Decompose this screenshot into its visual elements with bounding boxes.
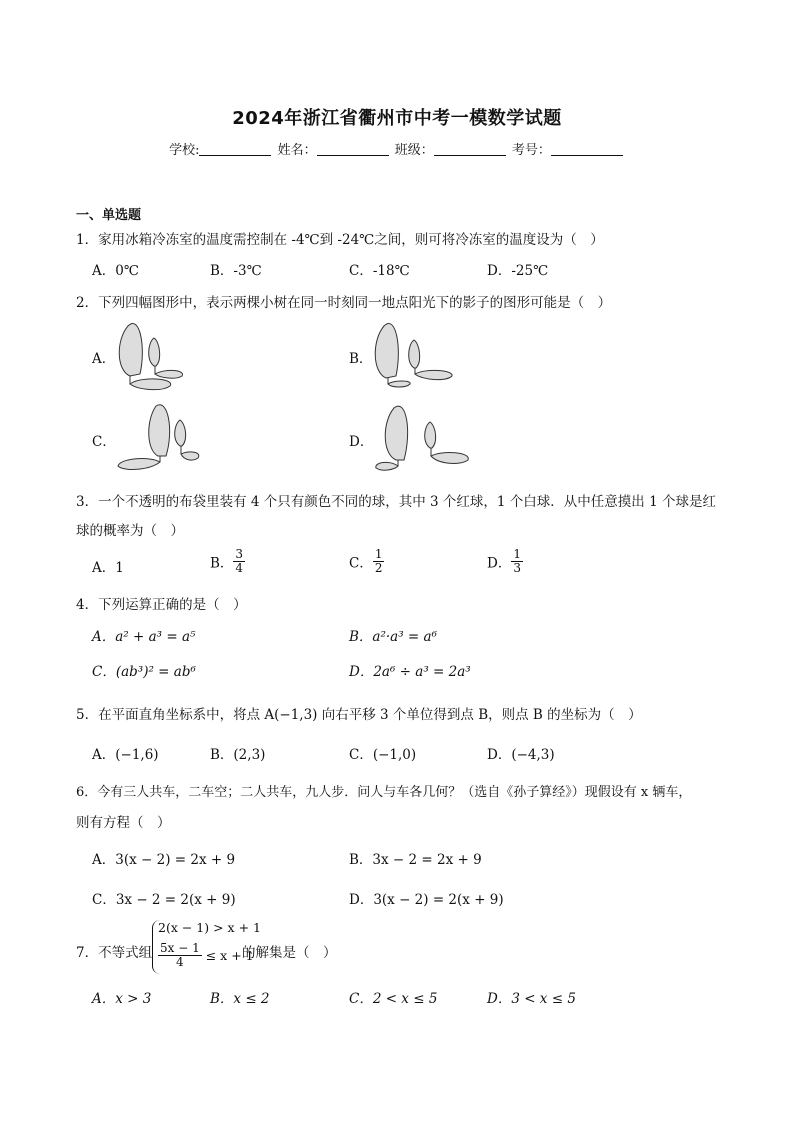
question-5-stem: 5．在平面直角坐标系中，将点 A(−1,3) 向右平移 3 个单位得到点 B，则点 B 的坐标为（ ） — [76, 707, 642, 723]
inequality-line-1: 2(x − 1) > x + 1 — [158, 920, 261, 935]
q3-option-c-fraction — [373, 548, 385, 575]
q3-option-c-label: C． — [349, 555, 373, 572]
q3-option-b[interactable] — [210, 548, 245, 575]
school-blank[interactable] — [199, 143, 271, 156]
question-6-stem-line2: 则有方程（ ） — [76, 815, 171, 831]
q4-option-a[interactable]: A．a² + a³ = a⁵ — [92, 629, 196, 645]
school-label: 学校: — [169, 143, 200, 158]
denominator: 2 — [374, 561, 383, 575]
q1-option-a[interactable]: A．0℃ — [92, 263, 139, 279]
name-label: 姓名： — [277, 143, 317, 158]
name-blank[interactable] — [317, 143, 389, 156]
q1-option-b[interactable]: B．-3℃ — [210, 263, 262, 279]
page-title: 2024年浙江省衢州市中考一模数学试题 — [232, 108, 562, 129]
q5-option-d[interactable]: D．(−4,3) — [487, 747, 555, 763]
question-6-stem-line1: 6．今有三人共车，二车空；二人共车，九人步．问人与车各几何？（选自《孙子算经》）现假设有 x 辆车， — [76, 785, 692, 800]
denominator: 4 — [235, 561, 244, 575]
tree-shadow-figure-b — [368, 318, 458, 394]
q7-option-c[interactable]: C．2 < x ≤ 5 — [349, 991, 438, 1007]
question-3-stem-line1: 3．一个不透明的布袋里装有 4 个只有颜色不同的球，其中 3 个红球，1 个白球．从中任意摸出 1 个球是红 — [76, 494, 716, 510]
q7-option-b[interactable]: B．x ≤ 2 — [210, 991, 270, 1007]
q5-option-b[interactable]: B．(2,3) — [210, 747, 266, 763]
denominator: 3 — [513, 561, 521, 575]
q3-option-c[interactable] — [349, 548, 384, 575]
numerator: 3 — [235, 547, 244, 561]
inequality-rhs: ≤ x + 1 — [205, 948, 254, 963]
q4-option-d[interactable]: D．2a⁶ ÷ a³ = 2a³ — [349, 664, 471, 680]
q6-option-c[interactable]: C．3x − 2 = 2(x + 9) — [92, 892, 236, 908]
denominator: 4 — [176, 955, 184, 969]
tree-shadow-figure-d — [368, 402, 478, 474]
q3-option-a[interactable]: A．1 — [92, 560, 124, 576]
question-2-stem: 2．下列四幅图形中，表示两棵小树在同一时刻同一地点阳光下的影子的图形可能是（ ） — [76, 295, 612, 311]
class-label: 班级： — [394, 143, 434, 158]
numerator: 5x − 1 — [160, 941, 200, 955]
q5-option-a[interactable]: A．(−1,6) — [92, 747, 159, 763]
q3-option-b-label: B． — [210, 555, 234, 572]
inequality-fraction — [158, 942, 202, 969]
q6-option-a[interactable]: A．3(x − 2) = 2x + 9 — [92, 852, 236, 868]
question-3-stem-line2: 球的概率为（ ） — [76, 523, 184, 539]
question-1-stem: 1．家用冰箱冷冻室的温度需控制在 -4℃到 -24℃之间，则可将冷冻室的温度设为（ ） — [76, 232, 604, 248]
q3-option-b-fraction — [233, 548, 245, 575]
q2-option-d[interactable]: D． — [349, 434, 374, 450]
inequality-line-2 — [158, 942, 254, 969]
q1-option-c[interactable]: C．-18℃ — [349, 263, 410, 279]
q2-option-b[interactable]: B． — [349, 351, 373, 367]
q1-option-d[interactable]: D．-25℃ — [487, 263, 549, 279]
q2-option-a[interactable]: A． — [92, 351, 116, 367]
numerator: 1 — [513, 547, 521, 561]
q2-option-c[interactable]: C． — [92, 434, 116, 450]
section-heading: 一、单选题 — [76, 208, 142, 223]
q3-option-d-label: D． — [487, 555, 512, 572]
q5-option-c[interactable]: C．(−1,0) — [349, 747, 417, 763]
exam-no-blank[interactable] — [551, 143, 623, 156]
question-4-stem: 4．下列运算正确的是（ ） — [76, 597, 247, 613]
q4-option-b[interactable]: B．a²·a³ = a⁶ — [349, 629, 437, 645]
tree-shadow-figure-a — [110, 318, 190, 394]
q6-option-d[interactable]: D．3(x − 2) = 2(x + 9) — [349, 892, 504, 908]
q3-option-d[interactable] — [487, 548, 523, 575]
q6-option-b[interactable]: B．3x − 2 = 2x + 9 — [349, 852, 482, 868]
question-7-stem-start: 7．不等式组 — [76, 945, 153, 961]
q7-option-a[interactable]: A．x > 3 — [92, 991, 152, 1007]
exam-no-label: 考号： — [511, 143, 551, 158]
q7-option-d[interactable]: D．3 < x ≤ 5 — [487, 991, 576, 1007]
q3-option-d-fraction — [511, 548, 523, 575]
q4-option-c[interactable]: C．(ab³)² = ab⁶ — [92, 664, 196, 680]
numerator: 1 — [374, 547, 383, 561]
question-7-stem-end: 的解集是（ ） — [242, 945, 337, 961]
student-info-line — [0, 139, 794, 158]
class-blank[interactable] — [434, 143, 506, 156]
tree-shadow-figure-c — [110, 402, 200, 474]
